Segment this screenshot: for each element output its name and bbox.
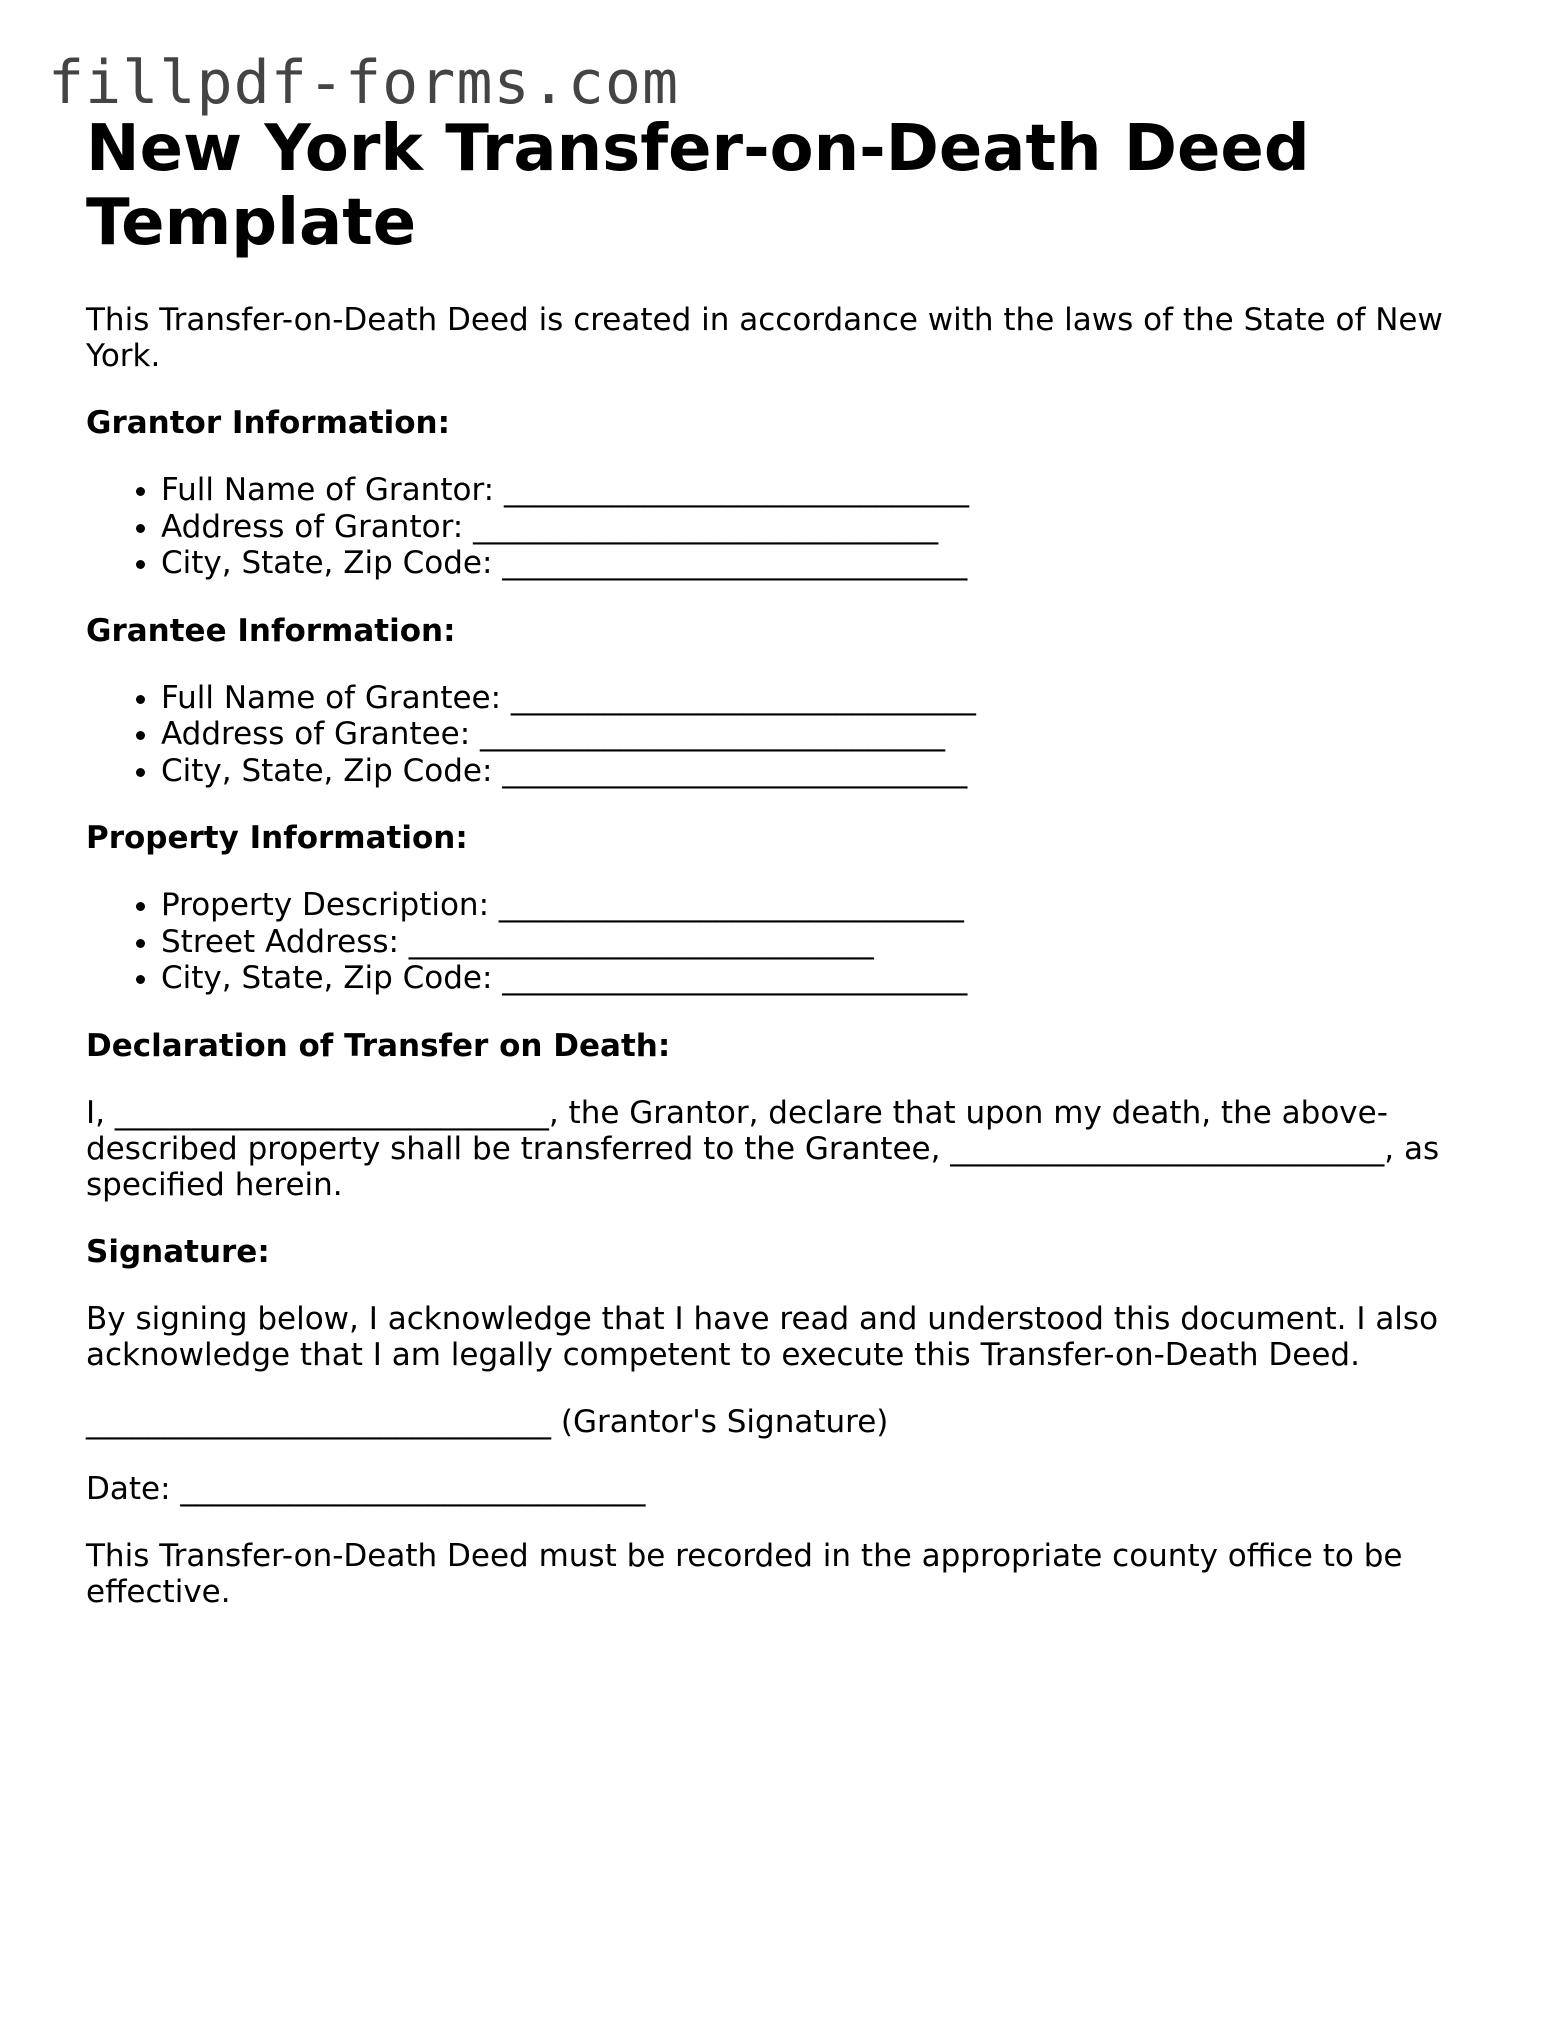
property-city-field[interactable]: • City, State, Zip Code: ______________________________ — [161, 960, 1476, 997]
signature-heading: Signature: — [86, 1233, 270, 1270]
document-title: New York Transfer-on-Death Deed Template — [86, 112, 1310, 260]
grantee-city-field[interactable]: • City, State, Zip Code: ______________________________ — [161, 753, 1476, 790]
property-street-field[interactable]: • Street Address: ______________________________ — [161, 924, 1476, 961]
document-body — [86, 112, 1476, 1641]
property-heading: Property Information: — [86, 820, 468, 856]
intro-paragraph: This Transfer-on-Death Deed is created in accordance with the laws of the State of New York. — [86, 302, 1443, 374]
grantee-name-field[interactable]: • Full Name of Grantee: ______________________________ — [161, 680, 1476, 717]
footer-note: This Transfer-on-Death Deed must be recorded in the appropriate county office to be effective. — [86, 1537, 1403, 1610]
grantor-heading: Grantor Information: — [86, 405, 451, 441]
declaration-heading: Declaration of Transfer on Death: — [86, 1027, 671, 1064]
watermark: fillpdf-forms.com — [48, 48, 680, 118]
grantee-heading: Grantee Information: — [86, 612, 456, 649]
property-description-field[interactable]: • Property Description: ______________________________ — [161, 887, 1476, 924]
property-list — [86, 887, 1476, 997]
declaration-paragraph[interactable]: I, ____________________________, the Grantor, declare that upon my death, the above-described property shall be transferred to the Grantee, ____________________________, as specified herein. — [86, 1094, 1440, 1203]
grantee-address-field[interactable]: • Address of Grantee: ______________________________ — [161, 716, 1476, 753]
grantor-signature-line[interactable]: ______________________________ (Grantor's Signature) — [86, 1403, 889, 1440]
grantee-list — [86, 680, 1476, 790]
grantor-address-field[interactable]: • Address of Grantor: ______________________________ — [161, 509, 1476, 546]
grantor-list — [86, 472, 1476, 582]
grantor-name-field[interactable]: • Full Name of Grantor: ______________________________ — [161, 472, 1476, 509]
signature-paragraph: By signing below, I acknowledge that I have read and understood this document. I also acknowledge that I am legally competent to execute this Transfer-on-Death Deed. — [86, 1300, 1439, 1373]
grantor-city-field[interactable]: • City, State, Zip Code: ______________________________ — [161, 545, 1476, 582]
date-line[interactable]: Date: ______________________________ — [86, 1470, 646, 1507]
